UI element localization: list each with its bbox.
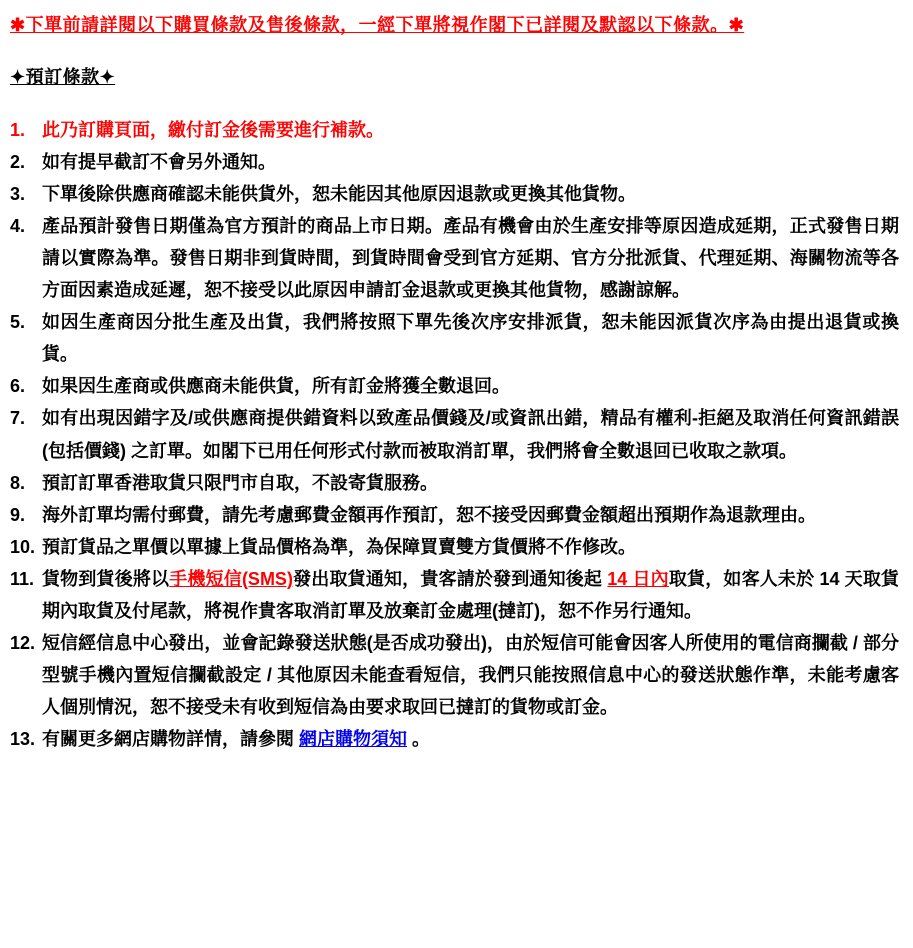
term-number: 5. <box>10 312 26 333</box>
term-number: 7. <box>10 408 26 429</box>
term-number: 13. <box>10 728 36 749</box>
term-text <box>42 178 899 210</box>
term-text <box>42 563 899 627</box>
terms-list <box>10 114 899 755</box>
term-item-6 <box>10 370 899 402</box>
shop-guide-link[interactable]: 網店購物須知 <box>299 728 407 749</box>
term-text <box>42 723 899 755</box>
term-item-4 <box>10 210 899 306</box>
term-text <box>42 114 899 146</box>
term-text <box>42 210 899 306</box>
term-text <box>42 627 899 723</box>
term-number: 11. <box>10 568 35 589</box>
term-item-9 <box>10 499 899 531</box>
term-text <box>42 306 899 370</box>
term-segment: 海外訂單均需付郵費，請先考慮郵費金額再作預訂，恕不接受因郵費金額超出預期作為退款理由。 <box>42 504 816 525</box>
term-segment: 貨物到貨後將以 <box>42 568 170 589</box>
term-text <box>42 531 899 563</box>
term-item-11 <box>10 563 899 627</box>
term-number: 9. <box>10 504 26 525</box>
term-text <box>42 467 899 499</box>
section-title-preorder-terms: ✦預訂條款✦ <box>10 67 116 87</box>
term-number: 8. <box>10 472 26 493</box>
page-title: ✱下單前請詳閱以下購買條款及售後條款，一經下單將視作閣下已詳閱及默認以下條款。✱ <box>10 15 745 35</box>
term-number: 3. <box>10 184 26 205</box>
term-text <box>42 370 899 402</box>
term-segment: 如有出現因錯字及/或供應商提供錯資料以致產品價錢及/或資訊出錯，精品有權利-拒絕及取消任何資訊錯誤(包括價錢) 之訂單。如閣下已用任何形式付款而被取消訂單，我們將會全數退回已收取之款項。 <box>42 408 899 461</box>
term-segment: 取貨，如客人未於 14 天取貨期內取貨及付尾款，將視作貴客取消訂單及放棄訂金處理(撻訂)，恕不作另行通知。 <box>42 568 899 621</box>
term-segment: 如因生產商因分批生產及出貨，我們將按照下單先後次序安排派貨，恕未能因派貨次序為由提出退貨或換貨。 <box>42 312 899 365</box>
term-segment: 發出取貨通知，貴客請於發到通知後起 <box>292 568 608 589</box>
term-item-12 <box>10 627 899 723</box>
term-segment: 短信經信息中心發出，並會記錄發送狀態(是否成功發出)，由於短信可能會因客人所使用的電信商攔截 / 部分型號手機內置短信攔截設定 / 其他原因未能查看短信，我們只能按照信息中心的發送狀態作準，未能考慮客人個別情況，恕不接受未有收到短信為由要求取回已撻訂的貨物或訂金。 <box>42 632 899 717</box>
term-item-8 <box>10 467 899 499</box>
term-number: 6. <box>10 376 26 397</box>
term-segment: 預訂訂單香港取貨只限門市自取，不設寄貨服務。 <box>42 472 438 493</box>
term-item-2 <box>10 146 899 178</box>
term-text <box>42 402 899 466</box>
term-segment: 下單後除供應商確認未能供貨外，恕未能因其他原因退款或更換其他貨物。 <box>42 184 636 205</box>
term-segment: 有關更多網店購物詳情，請參閱 <box>42 728 299 749</box>
term-segment: 此乃訂購頁面，繳付訂金後需要進行補款。 <box>42 120 384 141</box>
term-item-1 <box>10 114 899 146</box>
term-number: 12. <box>10 632 36 653</box>
term-text <box>42 146 899 178</box>
term-text <box>42 499 899 531</box>
term-item-7 <box>10 402 899 466</box>
term-item-3 <box>10 178 899 210</box>
term-segment: 預訂貨品之單價以單據上貨品價格為準，為保障買賣雙方貨價將不作修改。 <box>42 536 636 557</box>
term-segment: 如有提早截訂不會另外通知。 <box>42 152 276 173</box>
term-number: 10. <box>10 536 36 557</box>
term-number: 2. <box>10 152 26 173</box>
term-number: 1. <box>10 120 26 141</box>
term-segment: 產品預計發售日期僅為官方預計的商品上市日期。產品有機會由於生產安排等原因造成延期，正式發售日期請以實際為準。發售日期非到貨時間，到貨時間會受到官方延期、官方分批派貨、代理延期、海關物流等各方面因素造成延遲，恕不接受以此原因申請訂金退款或更換其他貨物，感謝諒解。 <box>42 216 899 301</box>
term-segment: 如果因生產商或供應商未能供貨，所有訂金將獲全數退回。 <box>42 376 510 397</box>
term-item-5 <box>10 306 899 370</box>
highlighted-text: 手機短信(SMS) <box>169 568 293 589</box>
term-segment: 。 <box>407 728 431 749</box>
term-item-13 <box>10 723 899 755</box>
term-item-10 <box>10 531 899 563</box>
highlighted-text: 14 日內 <box>607 568 669 589</box>
term-number: 4. <box>10 216 26 237</box>
